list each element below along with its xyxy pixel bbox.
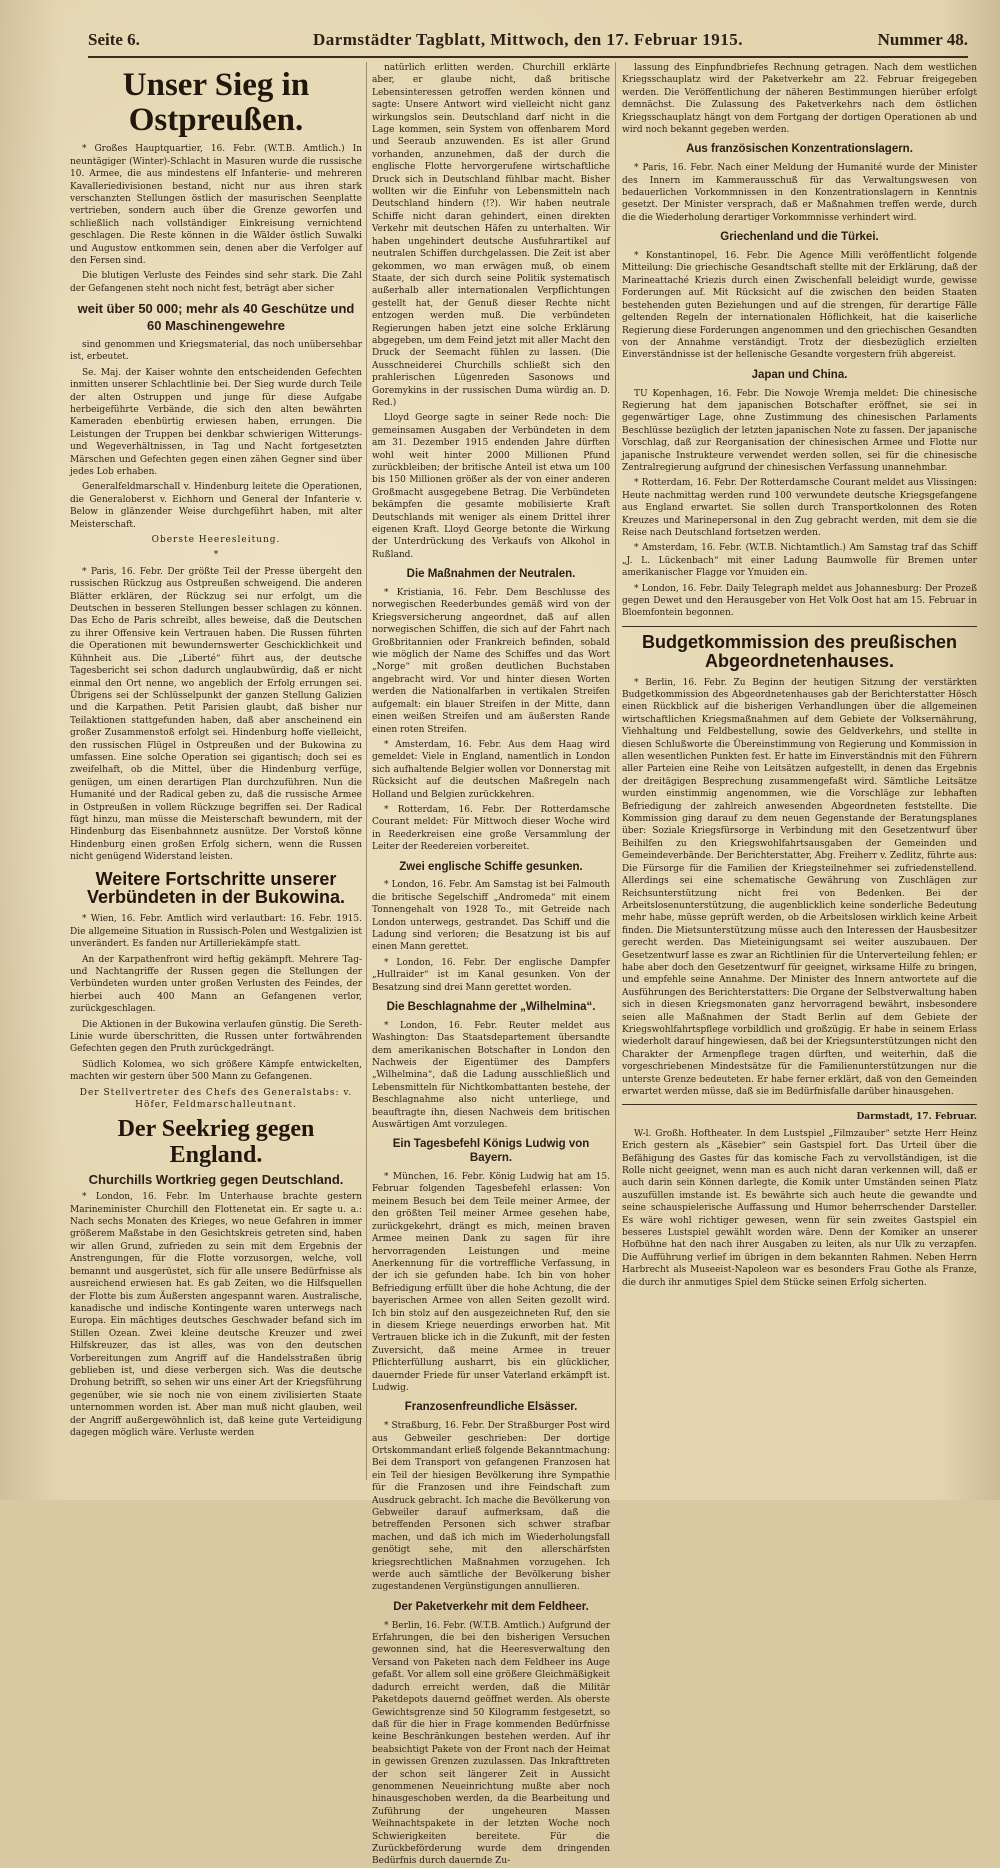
section-rule xyxy=(622,1104,977,1105)
headline-elsaesser: Franzosenfreundliche Elsässer. xyxy=(404,1401,578,1414)
article-paragraph: Lloyd George sagte in seiner Rede noch: Die gemeinsamen Ausgaben der Verbündeten in dem am 31. Dezember 1915 endenden Jahre dürften wohl weit hinter 2000 Millionen Pfund zurückbleiben; der britische Anteil ist etwa um 100 bis 150 Millionen größer als der von einer anderen Großmacht ausgegebene Betrag. Die Verbündeten bekämpfen die gesamte mobilisierte Kraft Deutschlands mit weniger als einem Drittel ihrer eigenen Kraft. Lloyd George betonte die Wirkung der Unterdrückung des Verkaufs von Alkohol in Rußland. xyxy=(372,413,610,560)
article-paragraph: * Berlin, 16. Febr. Zu Beginn der heutigen Sitzung der verstärkten Budgetkommission des Abgeordnetenhauses gab der Berichterstatter Hösch einen Rückblick auf die bisherigen Verhandlungen über die allgemeinen wirtschaftlichen Kriegsmaßnahmen auf dem Gebiete der Volksernährung, Viehhaltung und Feldbestellung, sowie des Geldverkehrs, und stellte in diesen Schlußworte die Übereinstimmung von Regierung und Kommission in allen wesentlichen Punkten fest. Er hatte im Einverständnis mit den Führern aller Parteien eine Reihe von Leitsätzen aufgestellt, in denen das Ergebnis der dreitägigen Besprechung zusammengefaßt wird. Sämtliche Leitsätze wurden einstimmig angenommen, wie die Vorschläge zur lebhaften Befriedigung der zahlreich anwesenden Abgeordneten feststellte. Die Kommission ging darauf zu dem neuen Gegenstande der Beratungsplanes über: Soziale Kriegsfürsorge in Verbindung mit den Gesetzentwurf über Beihilfen zu den Kriegswohlfahrtsausgaben der Gemeinden und Gemeindeverbände. Der Berichterstatter, Abg. Freiherr v. Zedlitz, führte aus: Die Fürsorge für die Familien der Kriegsteilnehmer sei zufriedenstellend. Allerdings sei eine schematische Gewährung von Zuschlägen zur Reichsunterstützung nicht frei von Bedenken. Bei der Arbeitslosenunterstützung, die augenblicklich keine sonderliche Bedeutung mehr habe, müsse geprüft werden, ob die Arbeitslosen wirklich keine Arbeit finden. Die Mietsunterstützung müsse auch den Interessen der Hausbesitzer gerecht werden. Das Mieteinigungsamt sei weiter auszubauen. Der Gesetzentwurf lasse es zwar an Richtlinien für die Unterverteilung fehlen; er habe aber doch den Gesetzentwurf für geeignet, wirksame Hilfe zu bringen, und empfehle seine Annahme. Der Minister des Innern antwortete auf die Ausführungen des Berichterstatters: Die Organe der Selbstverwaltung haben sich in diesen Kriegsmonaten ganz hervorragend bewährt, insbesondere seien alle Maßnahmen der Stadt Berlin auf dem Gebiete der Kriegswohlfahrtspflege vorbildlich und großzügig. Er habe in seinem Erlass wiederholt darauf hingewiesen, daß bei der Kriegsunterstützungen nicht den Charakter der Armenpflege tragen dürften, und weiterhin, daß die vorgeschriebenen Mindestsätze für die Familienunterstützungen nur die unterste Grenze bedeuteten. Er habe ferner erklärt, daß von den Gemeinden erwartet werden müsse, daß sie im Bedürfnisfalle darüber hinausgehen. xyxy=(622,677,977,1098)
column-1 xyxy=(70,62,362,1480)
article-paragraph: * Berlin, 16. Febr. (W.T.B. Amtlich.) Aufgrund der Erfahrungen, die bei den bisherigen Versuchen gewonnen sind, hat die Heeresverwaltung den Versand von Paketen nach dem Feldheer ins Auge gefaßt. Vor allem soll eine größere Gleichmäßigkeit dadurch erreicht werden, daß die Militär Paketdepots dauernd geöffnet werden. Als oberste Gewichtsgrenze sind 50 Kilogramm festgesetzt, so daß für die hier in Frage kommenden Bedürfnisse keine Beschränkungen bestehen werden. Auf ihr beabsichtigt Pakete von der Front nach der Heimat in gewissen Grenzen zuzulassen. Das Inkrafttreten der schon seit längerer Zeit in Aussicht genommenen Neueinrichtung mußte aber noch hinausgeschoben werden, da die Bearbeitung und Zuführung der ungeheuren Massen Weihnachtspakete in der letzten Woche noch Schwierigkeiten bereitete. Für die Zurückbeförderung wurde dem dringenden Bedürfnis durch dauernde Zu- xyxy=(372,1620,610,1867)
article-paragraph: * Rotterdam, 16. Febr. Der Rotterdamsche Courant meldet: Für Mittwoch dieser Woche wird in Reederkreisen eine große Versammlung der Leiter der Reedereien vorbereitet. xyxy=(372,804,610,853)
article-paragraph: natürlich erlitten werden. Churchill erklärte aber, er glaube nicht, daß britische Lebensinteressen getroffen werden können und sagte: Unsere Antwort wird vielleicht nicht ganz wirkungslos sein. Deutschland darf nicht in die Lage kommen, sein System von offenbarem Mord und Seeraub anzuwenden. Es ist aller Grund vorhanden, anzunehmen, daß der durch die englische Flotte hervorgerufene wirtschaftliche Druck sich in Deutschland fühlbar macht. Bisher wollten wir die Einfuhr von Lebensmitteln nach Deutschland hindern (!?). Wir haben neutrale Schiffe nicht daran gehindert, einen direkten Verkehr mit deutschen Häfen zu unterhalten. Wir haben ungehindert deutsche Ausfuhrartikel auf neutralen Schiffen durchgelassen. Die Zeit ist aber gekommen, wo man erwägen muß, ob einem Staate, der sich durch seine Politik systematisch außerhalb aller internationalen Verpflichtungen gestellt hat, der Genuß dieser Rechte nicht entzogen werden muß. Die verbündeten Regierungen haben jetzt eine solche Erklärung abgegeben, um dem Feind jetzt mit aller Macht den Druck der Seemacht fühlen zu lassen. (Die Ausschneiderei Churchills schließt sich den prahlerischen Lügenreden Sasonows und Goremykins in der russischen Duma würdig an. D. Red.) xyxy=(372,63,610,408)
headline-japan-china: Japan und China. xyxy=(751,368,848,381)
article-paragraph: Die Aktionen in der Bukowina verlaufen günstig. Die Sereth-Linie wurde überschritten, die Russen unter fortwährenden Gefechten gegen den Pruth zurückgedrängt. xyxy=(70,1019,362,1055)
headline-konzentrationslager: Aus französischen Konzentrationslagern. xyxy=(686,143,913,156)
section-rule xyxy=(622,626,977,627)
headline-seekrieg: Der Seekrieg gegen England. xyxy=(117,1116,315,1168)
signoff-generalstab: Der Stellvertreter des Chefs des Generalstabs: v. Höfer, Feldmarschalleutnant. xyxy=(79,1087,353,1111)
article-paragraph: * Paris, 16. Febr. Nach einer Meldung der Humanité wurde der Minister des Innern im Kammerausschuß für das Verwaltungswesen von bedauerlichen Vorkommnissen in den Konzentrationslagern in Kenntnis gesetzt. Der Minister versprach, daß er Maßnahmen treffen werde, durch die die Wiederholung derartiger Vorkommnisse verhindert wird. xyxy=(622,163,977,223)
article-paragraph: sind genommen und Kriegsmaterial, das noch unübersehbar ist, erbeutet. xyxy=(70,339,362,363)
headline-tagesbefehl: Ein Tagesbefehl Königs Ludwig von Bayern. xyxy=(392,1138,590,1165)
article-paragraph: * Amsterdam, 16. Febr. Aus dem Haag wird gemeldet: Viele in England, namentlich in London sich aufhaltende Belgier wollen vor Donnerstag mit Rücksicht auf die deutschen Maßregeln nach Holland und Belgien zurückkehren. xyxy=(372,739,610,800)
masthead xyxy=(88,30,968,58)
article-paragraph: * Straßburg, 16. Febr. Der Straßburger Post wird aus Gebweiler geschrieben: Der dortige Ortskommandant erließ folgende Bekanntmachung: Bei dem Transport von gefangenen Franzosen hat ein Teil der hiesigen Bevölkerung ihre Sympathie für die Franzosen und ihre Feindschaft zum Ausdruck gebracht. Ich mache die Bevölkerung von Gebweiler darauf aufmerksam, daß die betreffenden Personen sich schwer strafbar machen, und daß ich mich im Wiederholungsfall genötigt sehe, mit den allerschärfsten kriegsrechtlichen Maßnahmen vorzugehen. Ich werde auch sämtliche der Bevölkerung bisher zugestandenen Vergünstigungen annullieren. xyxy=(372,1421,610,1593)
article-paragraph: Die blutigen Verluste des Feindes sind sehr stark. Die Zahl der Gefangenen steht noch nicht fest, beträgt aber sicher xyxy=(70,271,362,294)
headline-schiffe: Zwei englische Schiffe gesunken. xyxy=(399,860,583,873)
column-3 xyxy=(622,62,977,1480)
column-2 xyxy=(372,62,610,1867)
column-divider xyxy=(366,62,367,1480)
article-paragraph: An der Karpathenfront wird heftig gekämpft. Mehrere Tag- und Nachtangriffe der Russen gegen die Stellungen der Verbündeten wurden unter großen Verlusten des Feindes, der hierbei auch 400 Mann an Gefangenen verlor, zurückgeschlagen. xyxy=(70,954,362,1015)
article-paragraph: W-l. Großh. Hoftheater. In dem Lustspiel „Filmzauber“ setzte Herr Heinz Erich gestern als „Käsebier“ sein Gastspiel fort. Das Urteil über die Befähigung des Gastes für das komische Fach zu vervollständigen, ist die Rolle nicht geeignet, wenn man es auch nicht daran verkennen will, daß er auch darin sein Können darlegte, die Komik unter Umständen seinen Platz auszufüllen imstande ist. Es bewährte sich auch heute die gewandte und seine schauspielerische Auffassung und Humor beherrschender Darsteller. Es wäre wohl richtiger gewesen, wenn für sein zweites Gastspiel ein besseres Lustspiel gewählt worden wäre. Denn der Komiker an unserer Hofbühne hat den nach ihrer Ausgaben zu leiten, als nur Ulk zu verzapfen. Die Aufführung verlief im übrigen in dem bekannten Rahmen. Neben Herrn Harbrecht als Museeist-Napoleon war es besonders Frau Gothe als Franze, die durch ihr anmutiges Spiel dem Stücke seinen Erfolg sicherten. xyxy=(622,1128,977,1288)
headline-neutralen: Die Maßnahmen der Neutralen. xyxy=(406,568,576,581)
article-paragraph: * Großes Hauptquartier, 16. Febr. (W.T.B. Amtlich.) In neuntägiger (Winter)-Schlacht in Masuren wurde die russische 10. Armee, die aus mindestens elf Infanterie- und mehreren Kavalleriedivisionen bestand, nicht nur aus ihren stark verschanzten Stellungen östlich der masurischen Seenplatte vertrieben, sondern auch über die Grenze geworfen und schließlich nach vollständiger Einkreisung vernichtend geschlagen. Die Reste können in die Wälder östlich Suwalki und Augustow entkommen sein, denen aber die Verfolger auf den Fersen sind. xyxy=(70,144,362,266)
article-paragraph: * München, 16. Febr. König Ludwig hat am 15. Februar folgenden Tagesbefehl erlassen: Von meinem Besuch bei dem Teile meiner Armee, der den größten Teil meiner Armee gesehen habe, zurückgekehrt, drängt es mich, meinen braven Armee meinen Dank zu sagen für ihre hervorragenden Leistungen und meine Anerkennung für die vortreffliche Verfassung, in der ich sie gefunden habe. Ich bin von hoher Befriedigung erfüllt über die hohe Achtung, die der bayerischen Armee von allen Seiten gezollt wird. Ich bin stolz auf den ausgezeichneten Ruf, den sie in diesem Kriege neuerdings erworben hat. Mit Vertrauen blicke ich in die Zukunft, mit der festen Zuversicht, daß meine Armee in treuer Pflichterfüllung ausharrt, bis ein glücklicher, dauernder Friede für unser Vaterland erkämpft ist. Ludwig. xyxy=(372,1172,610,1393)
article-paragraph: * Konstantinopel, 16. Febr. Die Agence Milli veröffentlicht folgende Mitteilung: Die griechische Gesandtschaft stellte mit der Erklärung, daß der Marineattaché Kriezis durch einen Zwischenfall beleidigt wurde, gewisse Forderungen auf. Mit Rücksicht auf die zwischen den beiden Staaten bestehenden guten Beziehungen und auf die strengen, für derartige Fälle geltenden Regeln der internationalen Höflichkeit, hat die kaiserliche Regierung diese Forderungen angenommen und den griechischen Gesandten von der Annahme verständigt. Trotz der diesbezüglich erzielten Einverständnisse ist der hellenische Gesandte vorgestern früh abgereist. xyxy=(622,251,977,361)
subheadline-churchill: Churchills Wortkrieg gegen Deutschland. xyxy=(88,1171,344,1187)
article-paragraph: * Kristiania, 16. Febr. Dem Beschlusse des norwegischen Reederbundes gemäß wird von der Kriegsversicherung angeordnet, daß auf allen norwegischen Schiffen, die sich auf der Fahrt nach Großbritannien oder Frankreich befinden, sobald wie möglich der Name des Schiffes und das Wort „Norge“ mit großen deutlichen Buchstaben angebracht wird. Vor und hinter diesen Worten werden die Nationalfarben in vertikalen Streifen aufgemalt: ein blauer Streifen in der Mitte, dann einen weißen Streifen und am äußersten Rande einen roten Streifen. xyxy=(372,588,610,735)
newspaper-title: Darmstädter Tagblatt, Mittwoch, den 17. Februar 1915. xyxy=(312,30,744,49)
headline-bukowina: Weitere Fortschritte unserer Verbündeten in der Bukowina. xyxy=(86,868,346,908)
article-paragraph: Se. Maj. der Kaiser wohnte den entscheidenden Gefechten inmitten unserer Schlachtlinie bei. Der Sieg wurde durch Teile der alten Ostruppen und junge für diese Aufgabe herbeigeführte Verbände, die sich den alten bewährten Kameraden ebenbürtig erwiesen haben, errungen. Die Leistungen der Truppen bei denkbar schwierigen Witterungs- und Wegeverhältnissen, in Tag und Nacht fortgesetzten Märschen und Gefechten gegen einen zähen Gegner sind über jedes Lob erhaben. xyxy=(70,367,362,477)
article-paragraph: * Rotterdam, 16. Febr. Der Rotterdamsche Courant meldet aus Vlissingen: Heute nachmittag werden rund 100 verwundete deutsche Kriegsgefangene aus England erwartet. Sie sollen durch Transportkolonnen des Roten Kreuzes und Marinepersonal in den Zug gebracht werden, mit dem sie die Reise nach Deutschland fortsetzen werden. xyxy=(622,478,977,538)
article-paragraph: * London, 16. Febr. Daily Telegraph meldet aus Johannesburg: Der Prozeß gegen Dewet und den Herausgeber von Het Volk Oost hat am 15. Februar in Bloemfontein begonnen. xyxy=(622,583,977,619)
dateline-darmstadt: Darmstadt, 17. Februar. xyxy=(856,1112,977,1123)
article-paragraph: * London, 16. Febr. Der englische Dampfer „Hullraider“ ist im Kanal gesunken. Von der Besatzung sind drei Mann gerettet worden. xyxy=(372,957,610,993)
headline-ostpreussen: Unser Sieg in Ostpreußen. xyxy=(122,67,310,138)
article-paragraph: * Wien, 16. Febr. Amtlich wird verlautbart: 16. Febr. 1915. Die allgemeine Situation in Russisch-Polen und Westgalizien ist unverändert. Es fanden nur Artilleriekämpfe statt. xyxy=(70,914,362,950)
headline-paketverkehr: Der Paketverkehr mit dem Feldheer. xyxy=(393,1600,589,1613)
headline-griechenland: Griechenland und die Türkei. xyxy=(720,231,879,244)
article-paragraph: TU Kopenhagen, 16. Febr. Die Nowoje Wremja meldet: Die chinesische Regierung hat dem japanischen Botschafter eröffnet, sie sei in gegenwärtiger Lage, ohne Zustimmung des chinesischen Parlaments Beschlüsse bezüglich der letzten japanischen Note zu fassen. Der japanische Vorschlag, daß zur Reorganisation der chinesischen Armee und Flotte nur japanische Instrukteure verwendet werden sollen, sei für die chinesische Zentralregierung aufgrund der chinesischen Verfassung unannehmbar. xyxy=(622,388,977,473)
page-label: Seite 6. xyxy=(88,30,140,49)
subheadline-prisoners: weit über 50 000; mehr als 40 Geschütze und 60 Maschinengewehre xyxy=(77,301,355,334)
separator-star: * xyxy=(213,550,219,561)
article-paragraph: * Amsterdam, 16. Febr. (W.T.B. Nichtamtlich.) Am Samstag traf das Schiff „J. L. Lückenbach“ mit einer Ladung Baumwolle für Bremen unter amerikanischer Flagge vor Ymuiden ein. xyxy=(622,543,977,579)
article-paragraph: * London, 16. Febr. Am Samstag ist bei Falmouth die britische Segelschiff „Andromeda“ mit einem Tonnengehalt von 1928 To., mit Getreide nach London unterwegs, gestrandet. Das Schiff und die Ladung sind verloren; die Besatzung ist bis auf einen Mann gerettet. xyxy=(372,880,610,953)
headline-wilhelmina: Die Beschlagnahme der „Wilhelmina“. xyxy=(386,1001,596,1014)
article-paragraph: * Paris, 16. Febr. Der größte Teil der Presse übergeht den russischen Rückzug aus Ostpreußen schweigend. Die anderen Blätter erklären, der Rückzug sei nur erfolgt, um die Deutschen in besseren Stellungen besser schlagen zu können. Das Echo de Paris schreibt, alles beweise, daß die Deutschen zu ihrer Offensive kein Vertrauen haben. Die Russen führten die Operationen mit bewundernswerter Geschicklichkeit und Kühnheit aus. Die „Liberté“ führt aus, der deutsche Tagesbericht sei schon dadurch unglaubwürdig, daß er nicht einmal den Ort nenne, wo angeblich der Erfolg errungen sei. Übrigens sei der Schlüsselpunkt der ganzen Stellung Galizien und die Karpathen. Petit Parisien glaubt, daß bisher nur Teilaktionen stattgefunden haben, daß aber anscheinend ein großer Zusammenstoß erfolgt sei. Hindenburg hoffe vielleicht, den russischen Flügel in Ostpreußen und der Bukowina zu umfassen. Eine solche Operation sei gigantisch; doch sei es zweifelhaft, ob die Mittel, über die Hindenburg verfüge, genügen, um einen derartigen Plan durchzuführen. Nun die Humanité und der Radical geben zu, daß die russische Armee in Ostpreußen in vollem Rückzuge begriffen sei. Der Radical fügt hinzu, man müsse die Meisterschaft bewundern, mit der Hindenburg das Eisenbahnnetz ausnütze. Der Vorstoß könne Hindenburg einen großen Erfolg sichern, wenn die Russen nicht genügend Widerstand leisten. xyxy=(70,566,362,863)
article-paragraph: lassung des Einpfundbriefes Rechnung getragen. Nach dem westlichen Kriegsschauplatz wird der Paketverkehr am 22. Februar freigegeben werden. Die Veröffentlichung der näheren Bestimmungen hierüber erfolgt demnächst. Die Zulassung des Paketverkehrs nach dem östlichen Kriegsschauplatz hängt von dem Fortgang der dortigen Operationen ab und wird noch bekannt gegeben werden. xyxy=(622,63,977,136)
headline-budgetkommission: Budgetkommission des preußischen Abgeordnetenhauses. xyxy=(641,631,958,671)
article-paragraph: Generalfeldmarschall v. Hindenburg leitete die Operationen, die Generaloberst v. Eichhorn und General der Infanterie v. Below in glänzender Weise durchgeführt haben, mit alter Meisterschaft. xyxy=(70,482,362,530)
article-paragraph: * London, 16. Febr. Reuter meldet aus Washington: Das Staatsdepartement übersandte dem amerikanischen Botschafter in London den Nachweis der Eigentümer des Dampfers „Wilhelmina“, daß die Ladung ausschließlich und Lebensmitteln für Nichtkombattanten bestehe, der Beschlagnahme also nicht unterliege, und beauftragte ihn, diesen Nachweis dem britischen Auswärtigen Amt vorzulegen. xyxy=(372,1020,610,1131)
article-paragraph: * London, 16. Febr. Im Unterhause brachte gestern Marineminister Churchill den Flottenetat ein. Er sagte u. a.: Nach sechs Monaten des Krieges, wo neue Gefahren in immer größerem Maßstabe in den Gesichtskreis getreten sind, haben wir allen Grund, zufrieden zu sein mit dem Ergebnis der Anstrengungen, für die Flotte vorzusorgen, welche, voll bemannt und ausgerüstet, sich für alle unsere Bedürfnisse als ausreichend erwiesen hat. Es gab Zeiten, wo die Hilfsquellen der Flotte bis zum Äußersten angespannt waren. Australische, kanadische und indische Kontingente waren unterwegs nach Europa. Ein mächtiges deutsches Geschwader befand sich im Stillen Ozean. Zwei kleine deutsche Kreuzer und zwei Hilfskreuzer, das ist alles, was von den deutschen Vorbereitungen zum Angriff auf die Handelsstraßen übrig geblieben ist, und diese verbergen sich. Was die deutsche Drohung betrifft, so sehen wir uns einer Art der Kriegsführung gegenüber, wie sie noch nie von einem zivilisierten Staate unternommen worden ist. Aber man muß nicht glauben, weil der Angriff außergewöhnlich ist, daß keine gute Verteidigung dagegen möglich wäre. Verluste werden xyxy=(70,1192,362,1438)
article-paragraph: Südlich Kolomea, wo sich größere Kämpfe entwickelten, machten wir gestern über 500 Mann zu Gefangenen. xyxy=(70,1059,362,1083)
issue-number: Nummer 48. xyxy=(877,30,968,49)
signoff-heeresleitung: Oberste Heeresleitung. xyxy=(151,535,281,546)
column-divider xyxy=(615,62,616,1480)
